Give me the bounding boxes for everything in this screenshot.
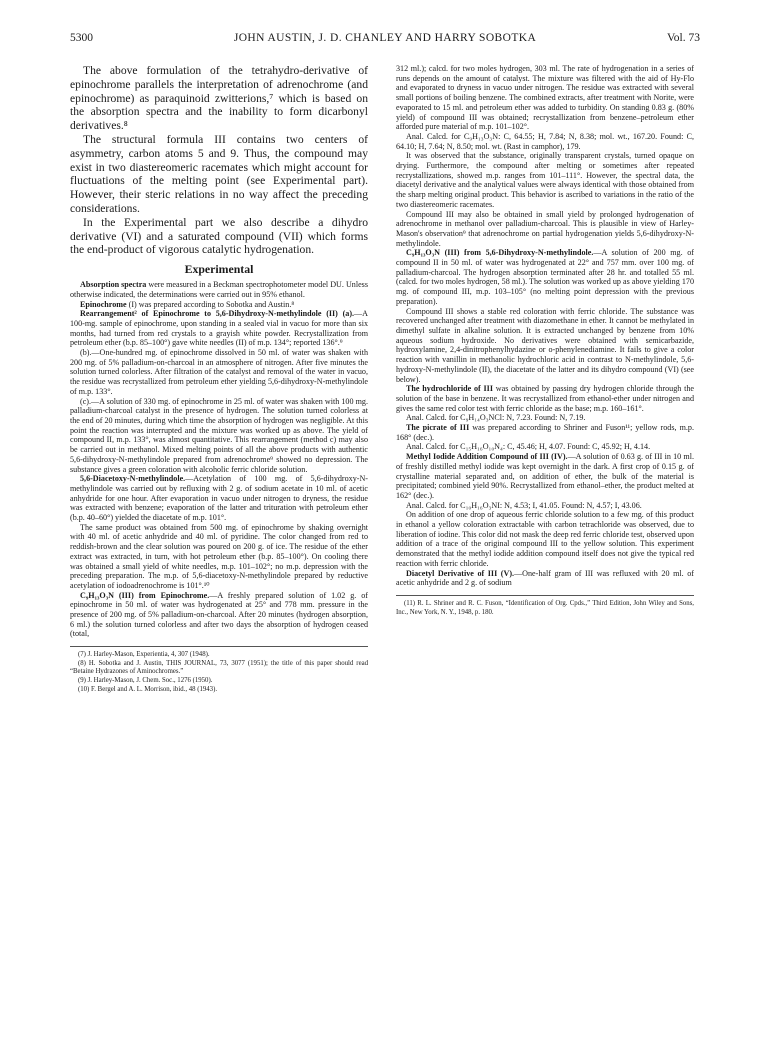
footnote: (11) R. L. Shriner and R. C. Fuson, “Identification of Org. Cpds.,” Third Edition, John Wiley and Sons, Inc., New York, N. Y., 1948, p. 180. <box>396 599 694 616</box>
paragraph: On addition of one drop of aqueous ferric chloride solution to a few mg. of this product in ethanol a yellow coloration extractable with carbon tetrachloride was observed, due to liberation of iodine. This color did not mask the deep red ferric chloride test, observed upon addition of a trace of the original compound III to the yellow solution. This experiment demonstrated that the methyl iodide addition compound itself does not give the typical red reaction with ferric chloride. <box>396 510 694 568</box>
paragraph: 312 ml.); calcd. for two moles hydrogen, 303 ml. The rate of hydrogenation in a series of runs depends on the amount of catalyst. The mixture was filtered with the aid of Hy-Flo and evaporated to dryness in vacuo under nitrogen. The residue was extracted with several small portions of boiling benzene. The combined extracts, after treatment with Norite, were evaporated to 15 ml. and petroleum ether was added to turbidity. On standing 0.83 g. (80% yield) of compound III was obtained; recrystallization from benzene–petroleum ether afforded pure material of m.p. 101–102°. <box>396 64 694 132</box>
footnote: (10) F. Bergel and A. L. Morrison, ibid., 48 (1943). <box>78 685 218 693</box>
paragraph: The above formulation of the tetrahydro-derivative of epinochrome parallels the interpretation of adrenochrome (and epinochrome) as paraquinoid zwitterions,⁷ which is based on the absorption spectra and the inability to form dicarbonyl derivatives.⁸ <box>70 64 368 133</box>
paragraph: In the Experimental part we also describe a dihydro derivative (VI) and a saturated compound (VII) which forms the end-product of vigorous catalytic hydrogenation. <box>70 215 368 257</box>
subhead: C₉H₁₃O₃N (III) from Epinochrome. <box>80 590 210 600</box>
paragraph: Methyl Iodide Addition Compound of III (IV).—A solution of 0.63 g. of III in 10 ml. of freshly distilled methyl iodide was kept overnight in the dark. A first crop of 0.15 g. of crystalline material separated and, on addition of ether, the bulk of the material is precipitated; combined yield 90%. Recrystallized from ethanol–ether, the product melted at 162° (dec.). <box>396 452 694 500</box>
subhead: Rearrangement² of Epinochrome to 5,6-Dihydroxy-N-methylindole (II) (a). <box>80 309 355 319</box>
analysis-line: Anal. Calcd. for C₉H₁₃O₃N: C, 64.55; H, 7.84; N, 8.38; mol. wt., 167.20. Found: C, 64.10; H, 7.64; N, 8.50; mol. wt. (Rast in camphor), 179. <box>396 131 694 151</box>
paragraph: (b).—One-hundred mg. of epinochrome dissolved in 50 ml. of water was shaken with 200 mg. of 5% palladium-on-charcoal in an atmosphere of nitrogen. After five minutes the solution turned colorless. After filtration of the catalyst and removal of the water in vacuo, the residue was recrystallized from petroleum ether yielding 5,6-dihydroxy-N-methylindole of m.p. 133°. <box>70 348 368 396</box>
footnote: (9) J. Harley-Mason, J. Chem. Soc., 1276 (1950). <box>78 676 213 684</box>
paragraph: Rearrangement² of Epinochrome to 5,6-Dihydroxy-N-methylindole (II) (a).—A 100-mg. sample of epinochrome, upon standing in a sealed vial in vacuo for more than six months, had turned from red crystals to a grayish white powder. Recrystallization from petroleum ether (b.p. 85–100°) gave white needles (II) of m.p. 134°; reported 136°.⁹ <box>70 309 368 348</box>
subhead: The hydrochloride of III <box>406 384 493 394</box>
subhead: Methyl Iodide Addition Compound of III (IV). <box>406 452 568 462</box>
paragraph: The structural formula III contains two centers of asymmetry, carbon atoms 5 and 9. Thus, the compound may exist in two diastereomeric racemates which might account for fluctuations of the melting point (see Experimental part). However, their steric relations in no way affect the preceding considerations. <box>70 132 368 215</box>
paragraph: Absorption spectra were measured in a Beckman spectrophotometer model DU. Unless otherwise indicated, the determinations were carried out in 95% ethanol. <box>70 280 368 299</box>
right-column <box>396 64 694 617</box>
paragraph: The picrate of III was prepared according to Shriner and Fuson¹¹; yellow rods, m.p. 168° (dec.). <box>396 423 694 442</box>
footnote-divider <box>70 646 368 647</box>
running-authors: JOHN AUSTIN, J. D. CHANLEY AND HARRY SOBOTKA <box>233 32 537 44</box>
subhead: The picrate of III <box>406 423 470 433</box>
paragraph: It was observed that the substance, originally transparent crystals, turned opaque on drying. Furthermore, the compound after melting or sometimes after repeated recrystallizations, showed m.p. ranges from 101–111°. However, the spectral data, the diacetyl derivative and the analytical values were always identical with those obtained from the sharp melting original product. This behavior is ascribed to variations in the ratio of the two diastereomeric racemates. <box>396 151 694 209</box>
running-header <box>70 32 700 48</box>
paragraph: C₉H₁₃O₃N (III) from 5,6-Dihydroxy-N-methylindole.—A solution of 200 mg. of compound II in 50 ml. of water was hydrogenated at 22° and 757 mm. over 100 mg. of palladium-charcoal. The hydrogen absorption terminated after 28 hr. and totalled 55 ml. (calcd. for two moles hydrogen, 58 ml.). The solution was worked up as above yielding 170 mg. of compound III, m.p. 103–105° (no melting point depression with the previous preparation). <box>396 248 694 306</box>
paragraph: Epinochrome (I) was prepared according to Sobotka and Austin.⁸ <box>80 299 295 309</box>
left-column <box>70 64 368 694</box>
page-number: 5300 <box>70 32 93 44</box>
subhead: C₉H₁₃O₃N (III) from 5,6-Dihydroxy-N-methylindole. <box>406 248 594 258</box>
subhead: Epinochrome <box>80 299 127 309</box>
subhead: Diacetyl Derivative of III (V). <box>406 568 515 578</box>
analysis-line: Anal. Calcd. for C₉H₁₄O₃NCl: N, 7.23. Found: N, 7.19. <box>406 413 586 423</box>
footnote: (7) J. Harley-Mason, Experientia, 4, 307 (1948). <box>78 651 210 659</box>
analysis-line: Anal. Calcd. for C₁₅H₁₆O₁₀N₄: C, 45.46; H, 4.07. Found: C, 45.92; H, 4.14. <box>406 442 651 452</box>
paragraph: Compound III shows a stable red coloration with ferric chloride. The substance was recovered unchanged after treatment with diazomethane in ether. It cannot be methylated in dimethyl sulfate in alkaline solution. It is extracted unchanged by benzene from 10% aqueous sodium hydroxide. No derivatives were obtained with semicarbazide, hydroxylamine, 2,4-dinitrophenylhydazine or o-phenylenediamine. It fails to give a color reaction with vanillin in methanolic hydrochloric acid in contrast to N-methylindole, 5,6-hydroxy-N-methylindole (II), the diacetate of the latter and its dihydro compound (VI) (see below). <box>396 306 694 384</box>
footnote-divider <box>396 595 694 596</box>
paragraph: (c).—A solution of 330 mg. of epinochrome in 25 ml. of water was shaken with 100 mg. palladium-charcoal catalyst in the presence of hydrogen. The solution turned colorless at the end of 20 minutes, during which time the absorption of hydrogen was negligible. At this point the reaction was interrupted and the mixture was worked up as above. The yield of compound II, m.p. 133°, was almost quantitative. This rearrangement (method c) may also be carried out in methanol. Mixed melting points of all the above products with authentic 5,6-dihydroxy-N-methylindole prepared from adrenochrome⁹ showed no depression. The substance gives a green coloration with alcoholic ferric chloride solution. <box>70 396 368 474</box>
paragraph: The hydrochloride of III was obtained by passing dry hydrogen chloride through the solution of the base in benzene. It was recrystallized from ethanol-ether under nitrogen and gives the same red color test with ferric chloride as the base; m.p. 160–161°. <box>396 384 694 413</box>
volume-label: Vol. 73 <box>666 32 700 44</box>
subhead: Absorption spectra <box>80 280 147 290</box>
paragraph: Compound III may also be obtained in small yield by prolonged hydrogenation of adrenochrome in methanol over palladium-charcoal. This is plausible in view of Harley-Mason's observation⁹ that adrenochrome on partial hydrogenation yields 5,6-dihydroxy-N-methylindole. <box>396 209 694 248</box>
paragraph: 5,6-Diacetoxy-N-methylindole.—Acetylation of 100 mg. of 5,6-dihydroxy-N-methylindole was carried out by refluxing with 2 g. of sodium acetate in 10 ml. of acetic anhydride for one hour. After evaporation in vacuo under nitrogen to dryness, the residue was extracted with benzene; evaporation of the latter and trituration with petroleum ether (b.p. 40–60°) yielded the diacetate of m.p. 101°. <box>70 474 368 523</box>
footnote: (8) H. Sobotka and J. Austin, THIS JOURNAL, 73, 3077 (1951); the title of this paper should read “Betaine Hydrazones of Aminochromes.” <box>70 659 368 676</box>
paragraph: C₉H₁₃O₃N (III) from Epinochrome.—A freshly prepared solution of 1.02 g. of epinochrome in 50 ml. of water was hydrogenated at 25° and 778 mm. pressure in the presence of 200 mg. of 5% palladium-on-charcoal. After 20 minutes (hydrogen absorption, 6 ml.) the solution turned colorless and after two days the absorption of hydrogen ceased (total, <box>70 590 368 639</box>
paragraph: Diacetyl Derivative of III (V).—One-half gram of III was refluxed with 20 ml. of acetic anhydride and 2 g. of sodium <box>396 568 694 588</box>
section-title: Experimental <box>184 262 254 277</box>
analysis-line: Anal. Calcd. for C₁₀H₁₆O₃NI: N, 4.53; I, 41.05. Found: N, 4.57; I, 43.06. <box>406 500 642 510</box>
subhead: 5,6-Diacetoxy-N-methylindole. <box>80 474 186 484</box>
paragraph: The same product was obtained from 500 mg. of epinochrome by shaking overnight with 40 ml. of acetic anhydride and 40 ml. of pyridine. The color changed from red to reddish-brown and the clear solution was poured on 200 g. of ice. The residue of the ether extract was extracted, in turn, with hot petroleum ether (b.p. 85–100°). On cooling there was obtained a small yield of white needles, m.p. 101–102°; no m.p. depression with the preceding preparation. The m.p. of 5,6-diacetoxy-N-methylindole prepared by reductive acetylation of iodoadrenochrome is 101°.¹⁰ <box>70 522 368 590</box>
